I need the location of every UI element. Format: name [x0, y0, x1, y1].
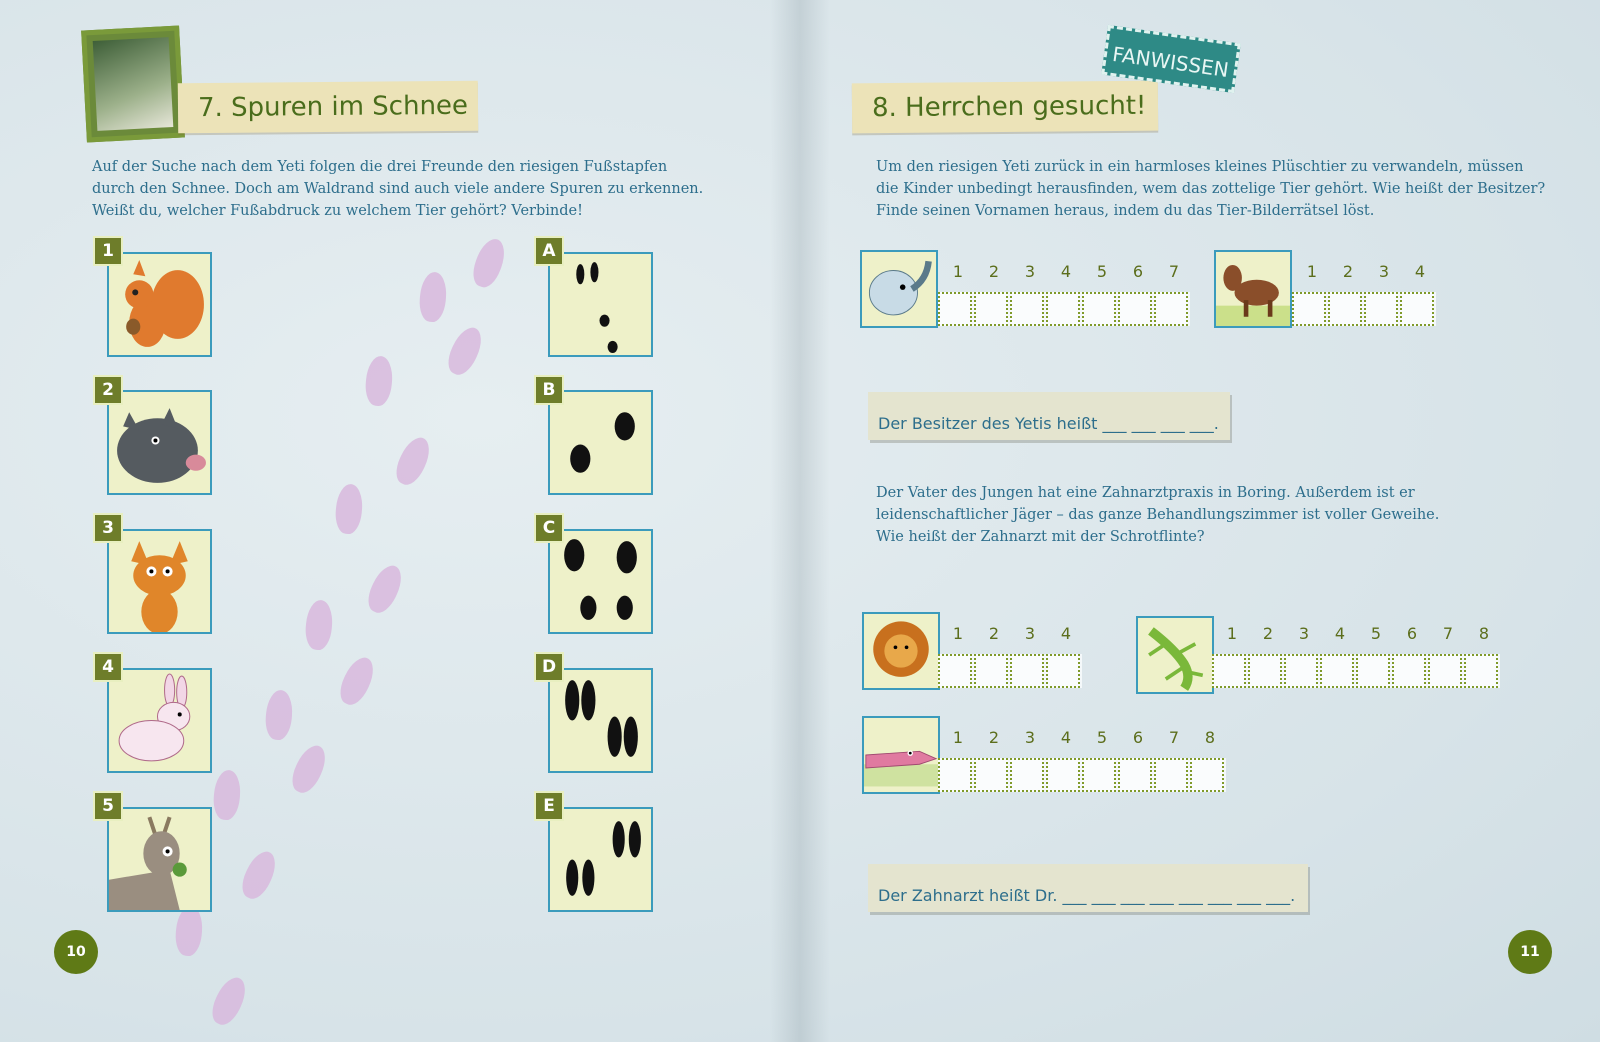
track-label-b: B: [534, 375, 564, 405]
gecko-letter-boxes[interactable]: [1212, 654, 1500, 688]
boar-icon: [109, 392, 210, 493]
answer-dentist[interactable]: Der Zahnarzt heißt Dr. ___ ___ ___ ___ ___ ___ ___ ___.: [868, 864, 1308, 912]
crocodile-letter-numbers: 1 2 3 4 5 6 7 8: [952, 728, 1216, 747]
gecko-icon: [1138, 618, 1212, 692]
intro-text-right-3: Finde seinen Vornamen heraus, indem du das Tier-Bilderrätsel löst.: [876, 203, 1375, 219]
track-label-e: E: [534, 791, 564, 821]
lion-letter-boxes[interactable]: [938, 654, 1082, 688]
animal-card-3[interactable]: [107, 529, 212, 634]
question-text-3: Wie heißt der Zahnarzt mit der Schrotflinte?: [876, 529, 1205, 545]
track-card-e[interactable]: [548, 807, 653, 912]
animal-label-3: 3: [93, 513, 123, 543]
intro-text-right-2: die Kinder unbedingt herausfinden, wem das zottelige Tier gehört. Wie heißt der Besitzer?: [876, 181, 1546, 197]
animal-label-4: 4: [93, 652, 123, 682]
fanwissen-stamp: FANWISSEN: [1101, 25, 1241, 93]
pony-icon: [1216, 252, 1290, 326]
elephant-picture: [860, 250, 938, 328]
animal-label-1: 1: [93, 236, 123, 266]
book-gutter: [770, 0, 830, 1042]
page-title-right: 8. Herrchen gesucht!: [852, 81, 1158, 134]
lion-letter-numbers: 1 2 3 4: [952, 624, 1072, 643]
elephant-icon: [862, 252, 936, 326]
page-number-left: 10: [54, 930, 98, 974]
animal-label-5: 5: [93, 791, 123, 821]
cloven-hoof-track-icon: [550, 809, 651, 910]
intro-text-left-2: durch den Schnee. Doch am Waldrand sind auch viele andere Spuren zu erkennen.: [92, 181, 704, 197]
track-card-c[interactable]: [548, 529, 653, 634]
intro-text-right-1: Um den riesigen Yeti zurück in ein harmloses kleines Plüschtier zu verwandeln, müssen: [876, 159, 1524, 175]
track-label-c: C: [534, 513, 564, 543]
squirrel-track-icon: [550, 531, 651, 632]
elephant-letter-boxes[interactable]: [938, 292, 1190, 326]
animal-card-2[interactable]: [107, 390, 212, 495]
pony-letter-numbers: 1 2 3 4: [1306, 262, 1426, 281]
animal-card-4[interactable]: [107, 668, 212, 773]
page-title-left: 7. Spuren im Schnee: [178, 81, 478, 134]
fox-icon: [109, 531, 210, 632]
pony-letter-boxes[interactable]: [1292, 292, 1436, 326]
intro-text-left-3: Weißt du, welcher Fußabdruck zu welchem Tier gehört? Verbinde!: [92, 203, 583, 219]
question-text-2: leidenschaftlicher Jäger – das ganze Behandlungszimmer ist voller Geweihe.: [876, 507, 1440, 523]
answer-owner[interactable]: Der Besitzer des Yetis heißt ___ ___ ___ ___.: [868, 392, 1230, 440]
crocodile-icon: [864, 718, 938, 792]
animal-label-2: 2: [93, 375, 123, 405]
lion-icon: [864, 614, 938, 688]
track-card-a[interactable]: [548, 252, 653, 357]
pony-picture: [1214, 250, 1292, 328]
squirrel-icon: [109, 254, 210, 355]
rabbit-icon: [109, 670, 210, 771]
track-label-a: A: [534, 236, 564, 266]
intro-text-left-1: Auf der Suche nach dem Yeti folgen die drei Freunde den riesigen Fußstapfen: [92, 159, 668, 175]
crocodile-letter-boxes[interactable]: [938, 758, 1226, 792]
question-text-1: Der Vater des Jungen hat eine Zahnarztpraxis in Boring. Außerdem ist er: [876, 485, 1415, 501]
crocodile-picture: [862, 716, 940, 794]
hoof-track-icon: [550, 254, 651, 355]
animal-card-5[interactable]: [107, 807, 212, 912]
elephant-letter-numbers: 1 2 3 4 5 6 7: [952, 262, 1180, 281]
track-card-b[interactable]: [548, 390, 653, 495]
deer-icon: [109, 809, 210, 910]
gecko-picture: [1136, 616, 1214, 694]
track-card-d[interactable]: [548, 668, 653, 773]
animal-card-1[interactable]: [107, 252, 212, 357]
page-number-right: 11: [1508, 930, 1552, 974]
gecko-letter-numbers: 1 2 3 4 5 6 7 8: [1226, 624, 1490, 643]
paw-track-icon: [550, 392, 651, 493]
lion-picture: [862, 612, 940, 690]
large-hoof-track-icon: [550, 670, 651, 771]
jungle-photo: [81, 26, 185, 143]
track-label-d: D: [534, 652, 564, 682]
